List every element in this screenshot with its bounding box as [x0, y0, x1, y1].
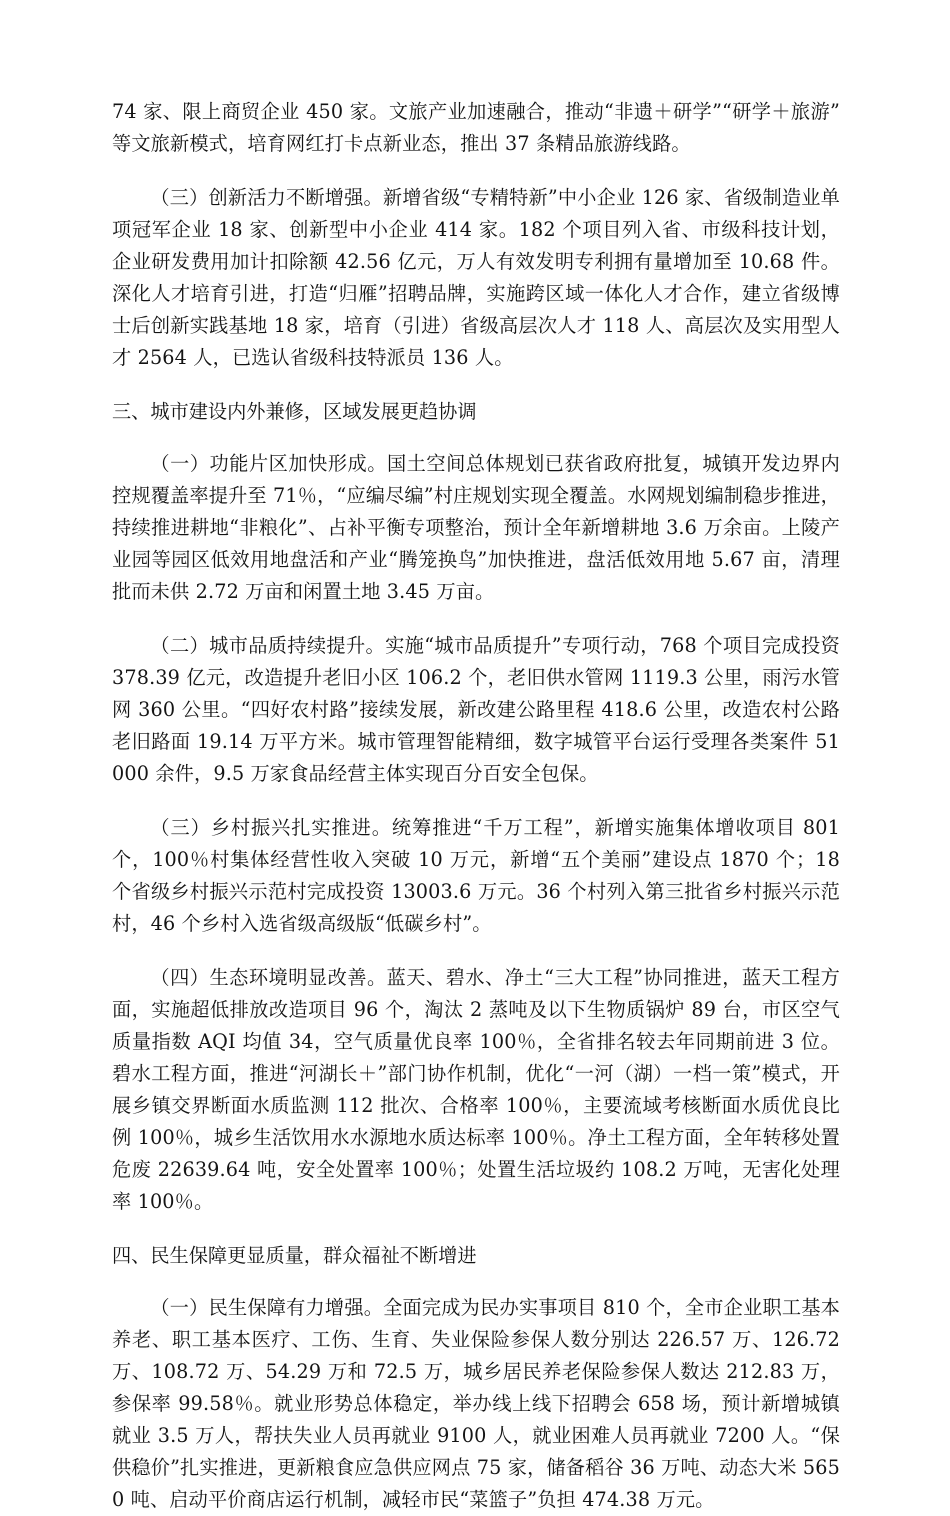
document-text-body: [112, 96, 840, 1516]
paragraph-spacer: [112, 608, 840, 630]
paragraph-spacer: [112, 428, 840, 448]
paragraph-spacer: [112, 1218, 840, 1240]
paragraph-functional-area: （一）功能片区加快形成。国土空间总体规划已获省政府批复，城镇开发边界内控规覆盖率提升至 71％，“应编尽编”村庄规划实现全覆盖。水网规划编制稳步推进，持续推进耕地“非粮化”、占补平衡专项整治，预计全年新增耕地 3.6 万余亩。上陵产业园等园区低效用地盘活和产业“腾笼换鸟”加快推进，盘活低效用地 5.67 亩，清理批而未供 2.72 万亩和闲置土地 3.45 万亩。: [112, 452, 840, 603]
paragraph-ecological-environment: （四）生态环境明显改善。蓝天、碧水、净土“三大工程”协同推进，蓝天工程方面，实施超低排放改造项目 96 个，淘汰 2 蒸吨及以下生物质锅炉 89 台，市区空气质量指数 AQI 均值 34，空气质量优良率 100％，全省排名较去年同期前进 3 位。碧水工程方面，推进“河湖长＋”部门协作机制，优化“一河（湖）一档一策”模式，开展乡镇交界断面水质监测 112 批次、合格率 100％，主要流域考核断面水质优良比例 100％，城乡生活饮用水水源地水质达标率 100％。净土工程方面，全年转移处置危废 22639.64 吨，安全处置率 100％；处置生活垃圾约 108.2 万吨，无害化处理率 100％。: [112, 966, 840, 1213]
paragraph-spacer: [112, 1272, 840, 1292]
paragraph-tourism-continued: 74 家、限上商贸企业 450 家。文旅产业加速融合，推动“非遗＋研学”“研学＋旅游”等文旅新模式，培育网红打卡点新业态，推出 37 条精品旅游线路。: [112, 100, 840, 155]
paragraph-livelihood-security: （一）民生保障有力增强。全面完成为民办实事项目 810 个，全市企业职工基本养老、职工基本医疗、工伤、生育、失业保险参保人数分别达 226.57 万、126.72 万、108.72 万、54.29 万和 72.5 万，城乡居民养老保险参保人数达 212.83 万，参保率 99.58％。就业形势总体稳定，举办线上线下招聘会 658 场，预计新增城镇就业 3.5 万人，帮扶失业人员再就业 9100 人，就业困难人员再就业 7200 人。“保供稳价”扎实推进，更新粮食应急供应网点 75 家，储备稻谷 36 万吨、动态大米 5650 吨、启动平价商店运行机制，减轻市民“菜篮子”负担 474.38 万元。: [112, 1296, 840, 1511]
paragraph-spacer: [112, 790, 840, 812]
paragraph-innovation-vitality: （三）创新活力不断增强。新增省级“专精特新”中小企业 126 家、省级制造业单项冠军企业 18 家、创新型中小企业 414 家。182 个项目列入省、市级科技计划，企业研发费用加计扣除额 42.56 亿元，万人有效发明专利拥有量增加至 10.68 件。深化人才培育引进，打造“归雁”招聘品牌，实施跨区域一体化人才合作，建立省级博士后创新实践基地 18 家，培育（引进）省级高层次人才 118 人、高层次及实用型人才 2564 人，已选认省级科技特派员 136 人。: [112, 186, 840, 369]
paragraph-spacer: [112, 940, 840, 962]
paragraph-spacer: [112, 374, 840, 396]
section-heading-four: 四、民生保障更显质量，群众福祉不断增进: [112, 1244, 477, 1267]
paragraph-rural-revitalization: （三）乡村振兴扎实推进。统筹推进“千万工程”，新增实施集体增收项目 801 个，100％村集体经营性收入突破 10 万元，新增“五个美丽”建设点 1870 个；18 个省级乡村振兴示范村完成投资 13003.6 万元。36 个村列入第三批省乡村振兴示范村，46 个乡村入选省级高级版“低碳乡村”。: [112, 816, 840, 935]
paragraph-city-quality: （二）城市品质持续提升。实施“城市品质提升”专项行动，768 个项目完成投资 378.39 亿元，改造提升老旧小区 106.2 个，老旧供水管网 1119.3 公里，雨污水管网 360 公里。“四好农村路”接续发展，新改建公路里程 418.6 公里，改造农村公路老旧路面 19.14 万平方米。城市管理智能精细，数字城管平台运行受理各类案件 51000 余件，9.5 万家食品经营主体实现百分百安全包保。: [112, 634, 840, 785]
paragraph-spacer: [112, 160, 840, 182]
section-heading-three: 三、城市建设内外兼修，区域发展更趋协调: [112, 400, 477, 423]
